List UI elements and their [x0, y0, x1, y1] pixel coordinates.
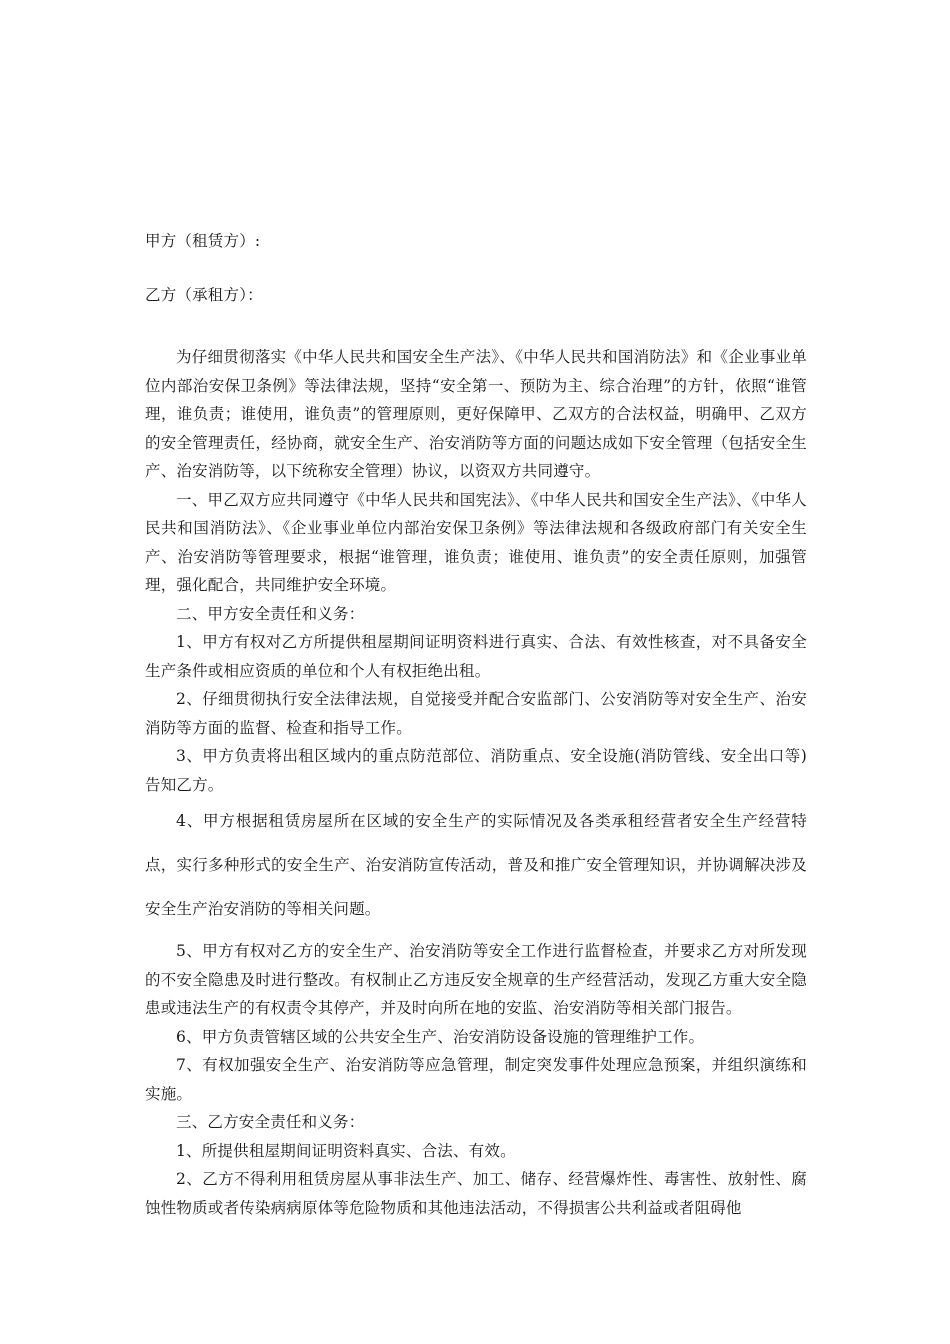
section-3-item-2: 2、乙方不得利用租赁房屋从事非法生产、加工、储存、经营爆炸性、毒害性、放射性、腐蚀性物质或者传染病病原体等危险物质和其他违法活动，不得损害公共利益或者阻碍他: [145, 1170, 807, 1217]
section-2-item-2: 2、仔细贯彻执行安全法律法规，自觉接受并配合安监部门、公安消防等对安全生产、治安消防等方面的监督、检查和指导工作。: [145, 690, 807, 737]
section-2-item-6: 6、甲方负责管辖区域的公共安全生产、治安消防设备设施的管理维护工作。: [176, 1027, 705, 1046]
preamble-paragraph: 为仔细贯彻落实《中华人民共和国安全生产法》、《中华人民共和国消防法》和《企业事业单位内部治安保卫条例》等法律法规，坚持“安全第一、预防为主、综合治理”的方针，依照“谁管理，谁负责；谁使用，谁负责”的管理原则，更好保障甲、乙双方的合法权益，明确甲、乙双方的安全管理责任，经协商，就安全生产、治安消防等方面的问题达成如下安全管理（包括安全生产、治安消防等，以下统称安全管理）协议，以资双方共同遵守。: [145, 348, 807, 480]
section-3-item-1: 1、所提供租屋期间证明资料真实、合法、有效。: [176, 1141, 516, 1160]
section-2-item-4: 4、甲方根据租赁房屋所在区域的安全生产的实际情况及各类承租经营者安全生产经营特点，实行多种形式的安全生产、治安消防宣传活动，普及和推广安全管理知识，并协调解决涉及安全生产治安消防的等相关问题。: [145, 812, 807, 918]
section-2-heading: 二、甲方安全责任和义务：: [176, 604, 365, 623]
clause-1-paragraph: 一、甲乙双方应共同遵守《中华人民共和国宪法》、《中华人民共和国安全生产法》、《中华人民共和国消防法》、《企业事业单位内部治安保卫条例》等法律法规和各级政府部门有关安全生产、治安消防等管理要求，根据“谁管理，谁负责；谁使用、谁负责”的安全责任原则，加强管理，强化配合，共同维护安全环境。: [145, 490, 807, 594]
section-2-item-5: 5、甲方有权对乙方的安全生产、治安消防等安全工作进行监督检查，并要求乙方对所发现的不安全隐患及时进行整改。有权制止乙方违反安全规章的生产经营活动，发现乙方重大安全隐患或违法生产的有权责令其停产，并及时向所在地的安监、治安消防等相关部门报告。: [145, 942, 807, 1017]
section-2-item-3: 3、甲方负责将出租区域内的重点防范部位、消防重点、安全设施(消防管线、安全出口等)告知乙方。: [145, 747, 807, 794]
agreement-body: [145, 227, 807, 1222]
section-2-item-7: 7、有权加强安全生产、治安消防等应急管理，制定突发事件处理应急预案，并组织演练和实施。: [145, 1056, 807, 1103]
party-a-line: 甲方（租赁方）:: [145, 232, 261, 250]
party-b-line: 乙方（承租方）：: [145, 285, 263, 304]
section-2-item-1: 1、甲方有权对乙方所提供租屋期间证明资料进行真实、合法、有效性核查，对不具备安全生产条件或相应资质的单位和个人有权拒绝出租。: [145, 633, 807, 680]
agreement-text: [145, 343, 807, 1222]
section-3-heading: 三、乙方安全责任和义务：: [176, 1113, 365, 1131]
